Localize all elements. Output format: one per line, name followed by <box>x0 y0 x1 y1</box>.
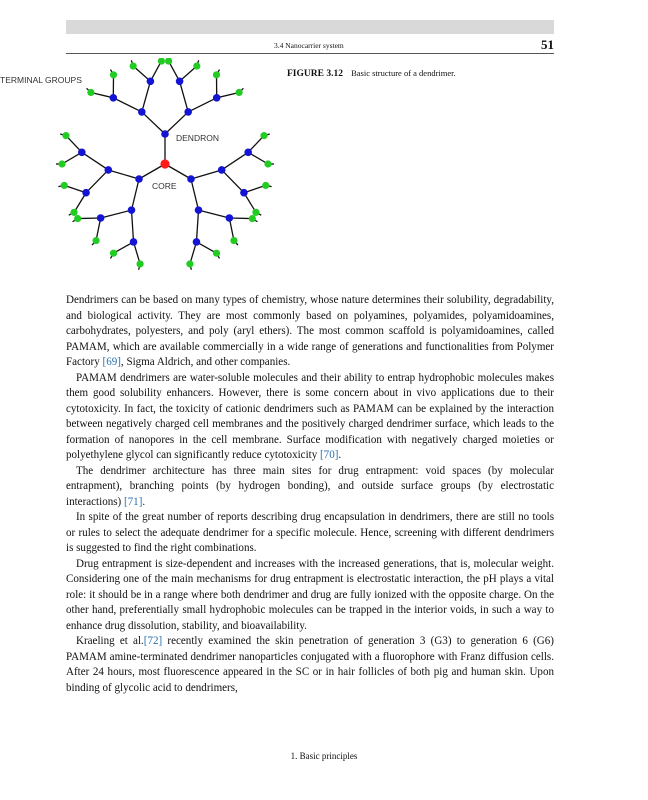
bond-line <box>165 112 188 134</box>
paragraph-text: In spite of the great number of reports describing drug encapsulation in dendrimers, there are still no tools or rules to select the adequate dendrimer for a specific molecule. Hence, screening with different dendrimers is suggested to find the right combinations. <box>66 511 554 554</box>
paragraph-text: PAMAM dendrimers are water-soluble molecules and their ability to entrap hydrophobic molecules makes them good solubility enhancers. However, there is some concern about in vivo applications due to their cytotoxicity. In fact, the toxicity of cationic dendrimers such as PAMAM can be explained by the interaction between negatively charged cell membranes and the positively charged dendrimer surface, which leads to the formation of nanopores in the cell membrane. Surface modification with negatively charged moieties or polyethylene glycol can significantly reduce cytotoxicity <box>66 371 554 461</box>
bond-line <box>113 98 142 112</box>
bond-line <box>131 210 133 242</box>
terminal-group <box>249 215 256 222</box>
branch-point <box>138 108 146 116</box>
branch-point <box>187 175 195 183</box>
bond-line <box>82 152 108 170</box>
bond-line <box>191 170 222 179</box>
section-title: 3.4 Nanocarrier system <box>274 41 344 50</box>
terminal-group <box>110 250 117 257</box>
figure-caption-text: Basic structure of a dendrimer. <box>351 68 456 78</box>
bond-line <box>222 170 244 193</box>
terminal-group <box>235 89 242 96</box>
citation-link[interactable]: [72] <box>143 635 163 647</box>
bond-line <box>131 179 139 210</box>
branch-point <box>184 108 192 116</box>
header-band <box>66 20 554 34</box>
paragraph-text: Drug entrapment is size-dependent and increases with the increased generations, that is, molecular weight. Considering one of the main mechanisms for drug entrapment is electrostatic interaction, the pH plays a vital role: it should be in a range where both dendrimer and drug are fully ionized with the opposite charge. On the other hand, preferentially small hydrophobic molecules can be trapped in the interior voids, in such a way to enhance drug dissolution, stability, and bioavailability. <box>66 557 554 632</box>
core-atom <box>160 159 169 168</box>
bond-line <box>188 98 217 112</box>
terminal-group <box>230 237 237 244</box>
paragraph-text: recently examined the skin penetration of generation 3 (G3) to generation 6 (G6) PAMAM amine-terminated dendrimer nanoparticles conjugated with a fluorophore with Franz diffusion cells. After 24 hours, most fluorescence appeared in the SC or in hair follicles of both pig and human skin. Upon binding of glycolic acid to dendrimers, <box>66 635 554 694</box>
bond-line <box>180 81 189 112</box>
figure-caption <box>287 68 456 79</box>
terminal-group <box>130 62 137 69</box>
bond-line <box>199 210 230 218</box>
branch-point <box>130 238 138 246</box>
dendron-label: DENDRON <box>176 133 219 143</box>
terminal-group <box>186 260 193 267</box>
body-text <box>66 293 554 696</box>
terminal-group <box>70 209 77 216</box>
dendrimer-diagram <box>0 58 290 270</box>
core-label: CORE <box>152 181 177 191</box>
paragraph <box>66 371 554 464</box>
terminal-group <box>61 182 68 189</box>
terminal-group <box>136 260 143 267</box>
branch-point <box>193 238 201 246</box>
paragraph <box>66 557 554 635</box>
branch-point <box>78 149 86 157</box>
paragraph-text: . <box>338 449 342 461</box>
bond-line <box>191 179 199 210</box>
terminal-group <box>165 58 172 65</box>
citation-link[interactable]: [71] <box>123 495 143 508</box>
bond-line <box>142 112 165 134</box>
paragraph <box>66 464 554 511</box>
citation-link[interactable]: [70] <box>320 449 339 461</box>
branch-point <box>195 206 203 214</box>
paragraph <box>66 634 554 696</box>
running-header <box>66 37 554 53</box>
terminal-groups-label: TERMINAL GROUPS <box>0 75 82 85</box>
figure-label: FIGURE 3.12 <box>287 69 343 79</box>
terminal-group <box>252 209 259 216</box>
branch-point <box>135 175 143 183</box>
dendrimer-figure <box>0 58 290 270</box>
branch-point <box>82 189 90 197</box>
branch-point <box>97 214 105 222</box>
paragraph <box>66 293 554 371</box>
bond-line <box>222 152 248 170</box>
paragraph-text: , Sigma Aldrich, and other companies. <box>120 356 291 368</box>
paragraph-text: Kraeling et al. <box>76 635 144 647</box>
terminal-group <box>110 71 117 78</box>
terminal-group <box>260 132 267 139</box>
page-footer: 1. Basic principles <box>290 751 358 761</box>
branch-point <box>161 130 169 138</box>
terminal-group <box>158 58 165 65</box>
branch-point <box>213 94 221 102</box>
terminal-group <box>264 160 271 167</box>
terminal-group <box>74 215 81 222</box>
terminal-group <box>62 132 69 139</box>
paragraph-text: Dendrimers can be based on many types of chemistry, whose nature determines their solubility, degradability, and biological activity. They are most commonly based on polyamines, polyamides, polyamidoamines, carbohydrates, polyesters, and poly (aryl ethers). The most common scaffold is polyamidoamines, called PAMAM, which are available commercially in a wide range of generations and functionalities from Polymer Factory <box>66 294 554 368</box>
paragraph <box>66 510 554 557</box>
bond-line <box>86 170 108 193</box>
paragraph-text: . <box>142 495 146 508</box>
citation-link[interactable]: [69] <box>102 356 121 368</box>
terminal-group <box>262 182 269 189</box>
header-rule <box>66 53 554 54</box>
branch-point <box>240 189 248 197</box>
branch-point <box>109 94 117 102</box>
branch-point <box>105 166 113 174</box>
bond-line <box>142 81 151 112</box>
terminal-group <box>213 71 220 78</box>
page-number: 51 <box>541 37 554 52</box>
terminal-group <box>87 89 94 96</box>
branch-point <box>176 77 184 85</box>
terminal-group <box>213 250 220 257</box>
branch-point <box>218 166 226 174</box>
branch-point <box>226 214 234 222</box>
bond-line <box>101 210 132 218</box>
terminal-group <box>58 160 65 167</box>
branch-point <box>147 77 155 85</box>
terminal-group <box>193 62 200 69</box>
paragraph-text: The dendrimer architecture has three main sites for drug entrapment: void spaces (by molecular entrapment), branching points (by hydrogen bonding), and outside surface groups (by electrostatic interactions) <box>66 464 554 508</box>
bond-line <box>196 210 198 242</box>
terminal-group <box>92 237 99 244</box>
branch-point <box>244 149 252 157</box>
bond-line <box>108 170 139 179</box>
branch-point <box>128 206 136 214</box>
